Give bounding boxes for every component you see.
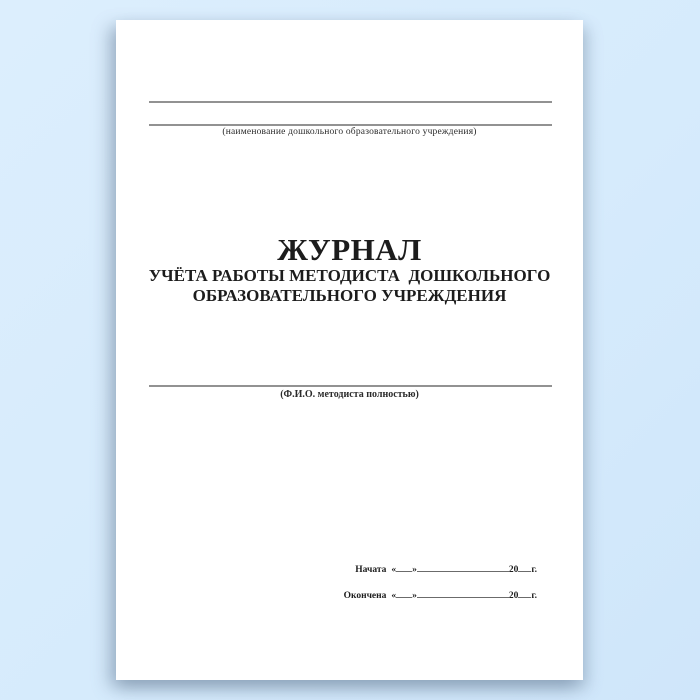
year-prefix: 20 bbox=[508, 565, 519, 575]
journal-subtitle bbox=[116, 266, 583, 305]
institution-name-caption: (наименование дошкольного образовательного учреждения) bbox=[222, 127, 477, 137]
fio-caption: (Ф.И.О. методиста полностью) bbox=[280, 389, 419, 400]
started-year-blank bbox=[518, 563, 531, 572]
year-suffix: г. bbox=[531, 565, 537, 575]
date-started-label: Начата bbox=[355, 565, 387, 575]
finished-year-blank bbox=[518, 589, 531, 598]
date-finished-label: Окончена bbox=[343, 591, 387, 601]
journal-cover-page bbox=[116, 20, 583, 680]
started-day-blank bbox=[396, 563, 412, 572]
started-month-blank bbox=[417, 563, 509, 572]
institution-name-line-1 bbox=[149, 101, 552, 103]
date-finished-row bbox=[344, 589, 537, 601]
dates-block bbox=[344, 563, 537, 615]
quote-close: » bbox=[412, 591, 417, 601]
quote-open: « bbox=[391, 565, 397, 575]
finished-day-blank bbox=[396, 589, 412, 598]
quote-close: » bbox=[412, 565, 417, 575]
year-suffix: г. bbox=[531, 591, 537, 601]
fio-line bbox=[149, 385, 552, 387]
quote-open: « bbox=[391, 591, 397, 601]
year-prefix: 20 bbox=[508, 591, 519, 601]
date-started-row bbox=[344, 563, 537, 575]
institution-name-line-2 bbox=[149, 124, 552, 126]
journal-title: ЖУРНАЛ bbox=[277, 232, 422, 267]
journal-subtitle-line-1: УЧЁТА РАБОТЫ МЕТОДИСТА ДОШКОЛЬНОГО bbox=[148, 266, 551, 285]
finished-month-blank bbox=[417, 589, 509, 598]
journal-subtitle-line-2: ОБРАЗОВАТЕЛЬНОГО УЧРЕЖДЕНИЯ bbox=[192, 285, 507, 305]
